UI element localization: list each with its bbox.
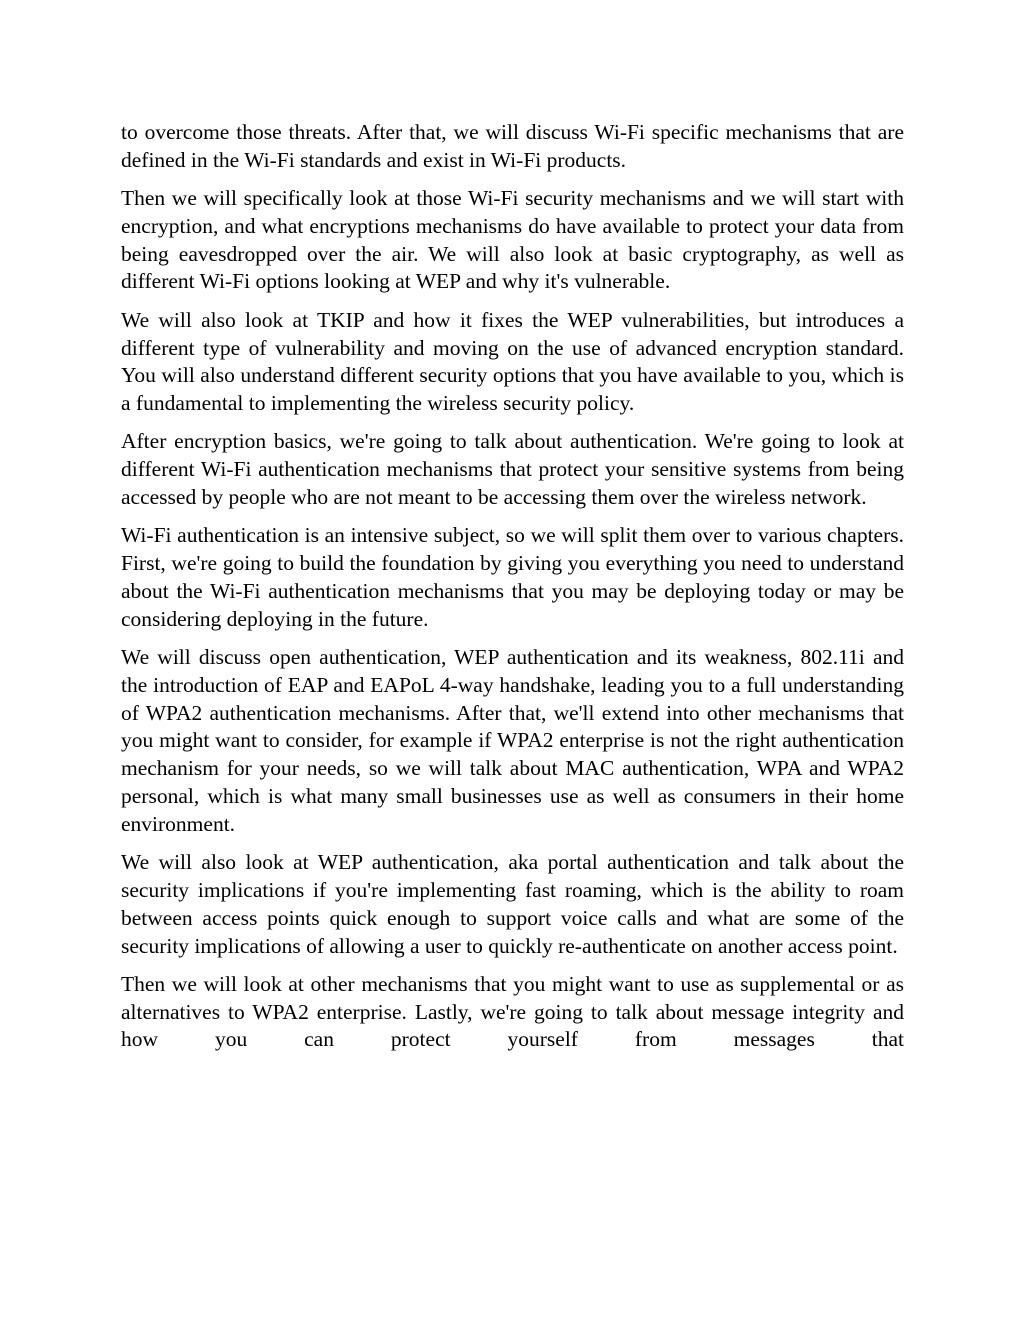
paragraph-5: Wi-Fi authentication is an intensive subject, so we will split them over to various chapters. First, we're going to build the foundation by giving you everything you need to understand about the Wi-Fi authentication mechanisms that you may be deploying today or may be considering deploying in the future. — [121, 523, 904, 631]
document-page — [121, 119, 904, 1065]
paragraph-8: Then we will look at other mechanisms that you might want to use as supplemental or as alternatives to WPA2 enterprise. Lastly, we're going to talk about message integrity and how you can protect yourself from messages that — [121, 971, 904, 1052]
paragraph-7: We will also look at WEP authentication, aka portal authentication and talk about the security implications if you're implementing fast roaming, which is the ability to roam between access points quick enough to support voice calls and what are some of the security implications of allowing a user to quickly re-authenticate on another access point. — [121, 850, 904, 958]
paragraph-2: Then we will specifically look at those Wi-Fi security mechanisms and we will start with encryption, and what encryptions mechanisms do have available to protect your data from being eavesdropped over the air. We will also look at basic cryptography, as well as different Wi-Fi options looking at WEP and why it's vulnerable. — [121, 186, 904, 294]
paragraph-6: We will discuss open authentication, WEP authentication and its weakness, 802.11i and the introduction of EAP and EAPoL 4-way handshake, leading you to a full understanding of WPA2 authentication mechanisms. After that, we'll extend into other mechanisms that you might want to consider, for example if WPA2 enterprise is not the right authentication mechanism for your needs, so we will talk about MAC authentication, WPA and WPA2 personal, which is what many small businesses use as well as consumers in their home environment. — [121, 645, 904, 836]
paragraph-3: We will also look at TKIP and how it fixes the WEP vulnerabilities, but introduces a different type of vulnerability and moving on the use of advanced encryption standard. You will also understand different security options that you have available to you, which is a fundamental to implementing the wireless security policy. — [121, 307, 904, 416]
paragraph-1: to overcome those threats. After that, we will discuss Wi-Fi specific mechanisms that are defined in the Wi-Fi standards and exist in Wi-Fi products. — [121, 120, 904, 172]
paragraph-4: After encryption basics, we're going to talk about authentication. We're going to look at different Wi-Fi authentication mechanisms that protect your sensitive systems from being accessed by people who are not meant to be accessing them over the wireless network. — [121, 429, 904, 510]
